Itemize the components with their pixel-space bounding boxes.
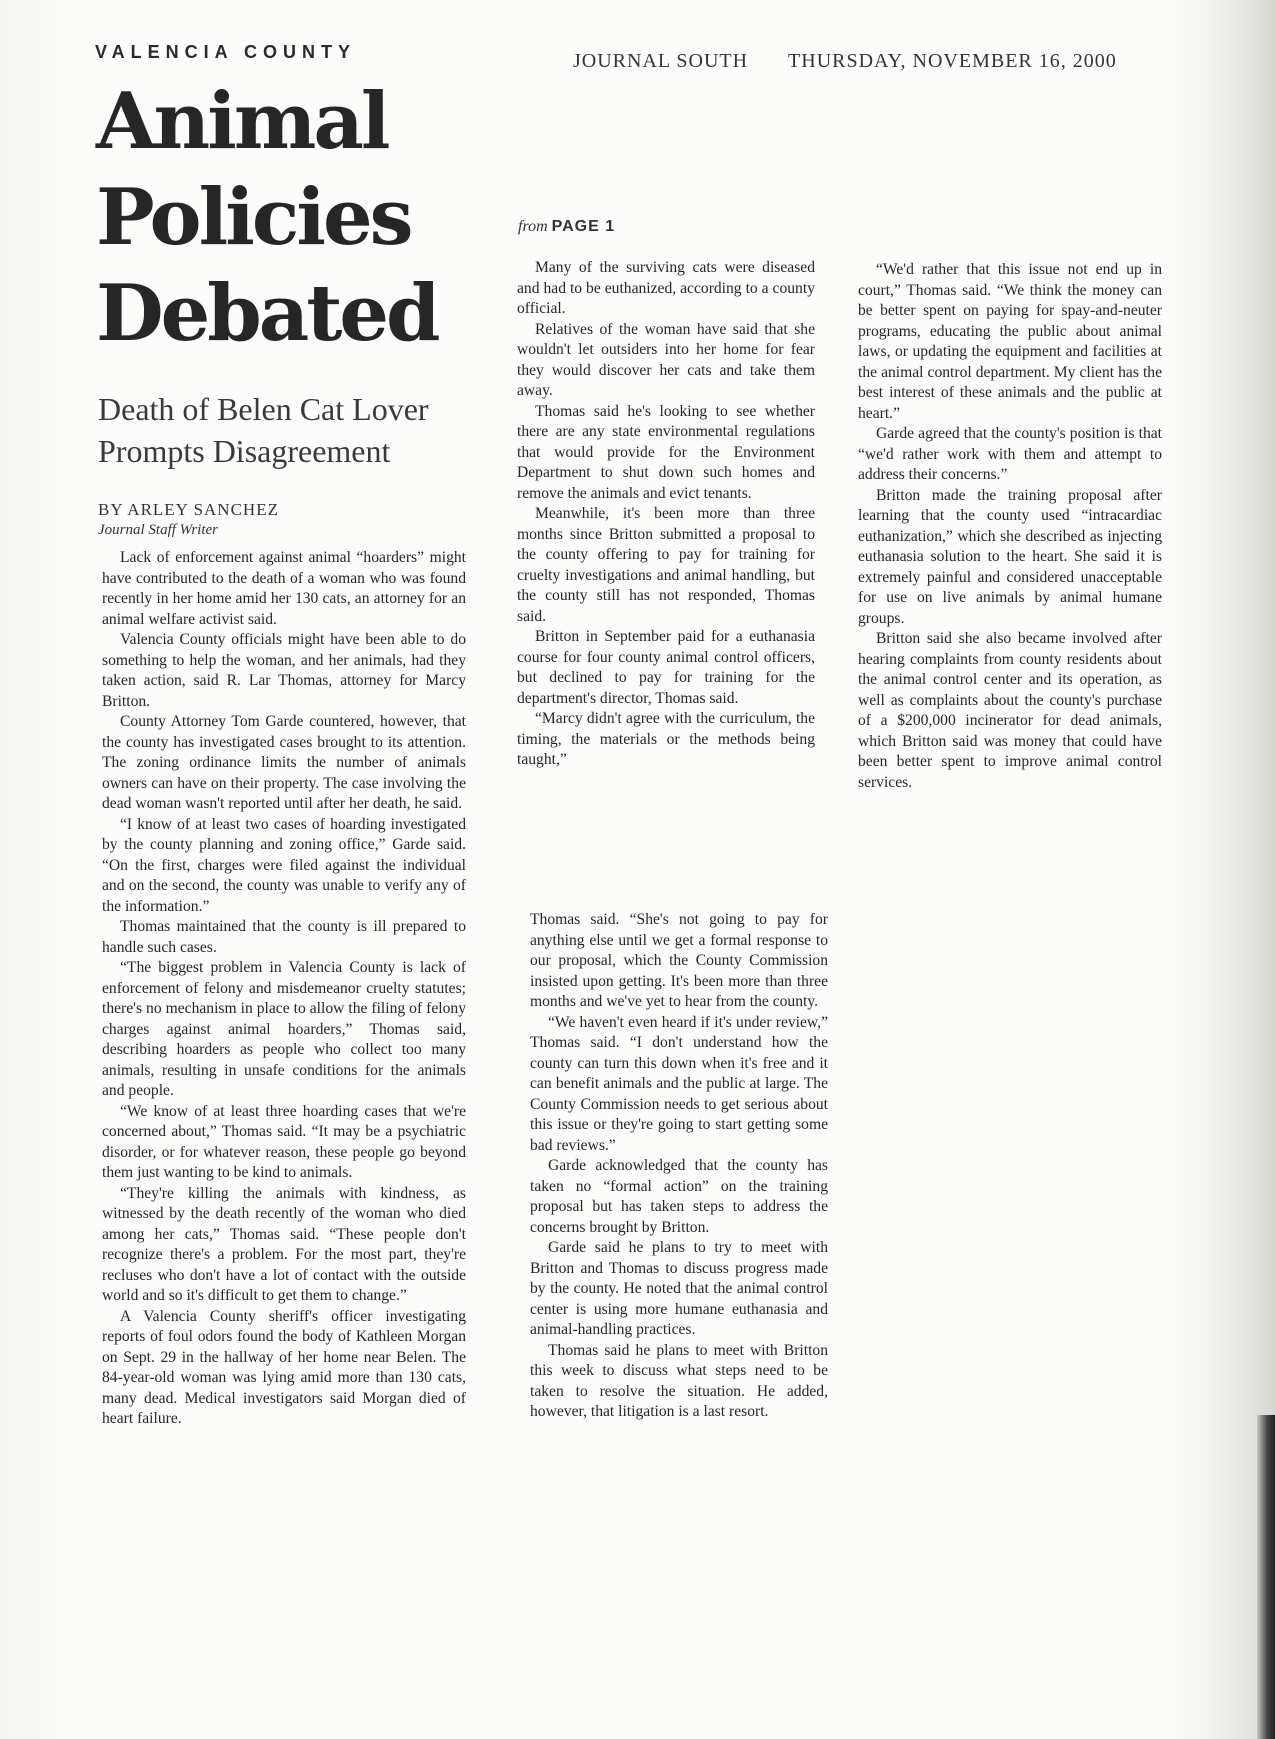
paragraph: Garde said he plans to try to meet with Britton and Thomas to discuss progress made by the county. He noted that the animal control center is using more humane euthanasia and animal-handling practices. [530,1239,828,1338]
paragraph: “We haven't even heard if it's under review,” Thomas said. “I don't understand how the county can turn this down when it's free and it can benefit animals and the public at large. The County Commission needs to get serious about this issue or they're going to start getting some bad reviews.” [530,1013,828,1154]
paragraph: “Marcy didn't agree with the curriculum, the timing, the materials or the methods being taught,” [517,710,815,768]
paragraph: “I know of at least two cases of hoarding investigated by the county planning and zoning office,” Garde said. “On the first, charges were filed against the individual and on the second, the county was unable to verify any of the information.” [102,815,466,915]
headline-line: Debated [96,268,438,359]
paragraph: Britton in September paid for a euthanasia course for four county animal control officers, but declined to pay for training for the department's director, Thomas said. [517,628,815,707]
publication-date: THURSDAY, NOVEMBER 16, 2000 [788,50,1117,72]
publication-name: JOURNAL SOUTH [573,50,749,72]
subhead-line: Death of Belen Cat Lover [98,391,429,427]
paragraph: A Valencia County sheriff's officer investigating reports of foul odors found the body of Kathleen Morgan on Sept. 29 in the hallway of her home near Belen. The 84-year-old woman was lying amid more than 130 cats, many dead. Medical investigators said Morgan died of heart failure. [102,1307,466,1427]
headline-line: Animal [96,76,388,167]
paragraph: Thomas said he plans to meet with Britton this week to discuss what steps need to be taken to resolve the situation. He added, however, that litigation is a last resort. [530,1341,828,1420]
paragraph: Garde acknowledged that the county has taken no “formal action” on the training proposal but has taken steps to address the concerns brought by Britton. [530,1157,828,1236]
article-column-3 [858,260,1162,793]
subhead-line: Prompts Disagreement [98,433,391,469]
paragraph: County Attorney Tom Garde countered, however, that the county has investigated cases brought to its attention. The zoning ordinance limits the number of animals owners can have on their property. The case involving the dead woman wasn't reported until after her death, he said. [102,713,466,812]
paragraph: Thomas said. “She's not going to pay for anything else until we get a formal response to our proposal, which the County Commission insisted upon getting. It's been more than three months and we've yet to hear from the county. [530,911,828,1010]
paragraph: Meanwhile, it's been more than three months since Britton submitted a proposal to the county offering to pay for training for cruelty investigations and animal handling, but the county still has not responded, Thomas said. [517,505,815,625]
paragraph: “They're killing the animals with kindness, as witnessed by the death recently of the woman who died among her cats,” Thomas said. “These people don't recognize there's a problem. For the most part, they're recluses who don't have a lot of contact with the outside world and so it's difficult to get them to change.” [102,1184,466,1304]
scan-edge-shadow [1257,1415,1275,1739]
headline-line: Policies [96,172,411,263]
paragraph: Valencia County officials might have been able to do something to help the woman, and her animals, had they taken action, said R. Lar Thomas, attorney for Marcy Britton. [102,631,466,710]
paragraph: Thomas said he's looking to see whether there are any state environmental regulations that would provide for the Environment Department to shut down such homes and remove the animals and evict tenants. [517,402,815,502]
author-name: BY ARLEY SANCHEZ [98,500,279,519]
paragraph: “The biggest problem in Valencia County is lack of enforcement of felony and misdemeanor cruelty statutes; there's no mechanism in place to allow the filing of felony charges against animal hoarders,” Thomas said, describing hoarders as people who collect too many animals, resulting in unsafe conditions for the animals and people. [102,959,466,1099]
paragraph: “We'd rather that this issue not end up in court,” Thomas said. “We think the money can be better spent on paying for spay-and-neuter programs, educating the public about animal laws, or updating the equipment and facilities at the animal control department. My client has the best interest of these animals and the public at heart.” [858,261,1162,422]
subheadline [98,388,488,472]
article-column-2-top [517,258,815,771]
paragraph: Thomas maintained that the county is ill prepared to handle such cases. [102,918,466,956]
paragraph: Relatives of the woman have said that she wouldn't let outsiders into her home for fear they would discover her cats and take them away. [517,320,815,399]
author-title: Journal Staff Writer [98,522,218,538]
section-label: VALENCIA COUNTY [95,42,356,62]
article-column-2-bottom [530,910,828,1423]
paragraph: “We know of at least three hoarding cases that we're concerned about,” Thomas said. “It may be a psychiatric disorder, or for whatever reason, these people go beyond them just wanting to be kind to animals. [102,1102,466,1181]
headline [96,74,476,362]
paragraph: Britton made the training proposal after learning that the county used “intracardiac euthanization,” which she described as injecting euthanasia solution to the heart. She said it is extremely painful and considered unacceptable for use on live animals by animal humane groups. [858,486,1162,627]
article-column-1 [102,548,466,1430]
paragraph: Many of the surviving cats were diseased and had to be euthanized, according to a county official. [517,259,815,317]
byline [98,500,458,540]
jump-from: from [518,218,548,235]
masthead [573,50,1117,73]
paragraph: Garde agreed that the county's position is that “we'd rather work with them and attempt to address their concerns.” [858,425,1162,483]
paragraph: Britton said she also became involved after hearing complaints from county residents about the animal control center and its operation, as well as complaints about the county's purchase of a $200,000 incinerator for dead animals, which Britton said was money that could have been better spent to improve animal control services. [858,630,1162,791]
paragraph: Lack of enforcement against animal “hoarders” might have contributed to the death of a woman who was found recently in her home amid her 130 cats, an attorney for an animal welfare activist said. [102,549,466,628]
jump-line [518,218,615,236]
jump-page: PAGE 1 [551,218,616,235]
